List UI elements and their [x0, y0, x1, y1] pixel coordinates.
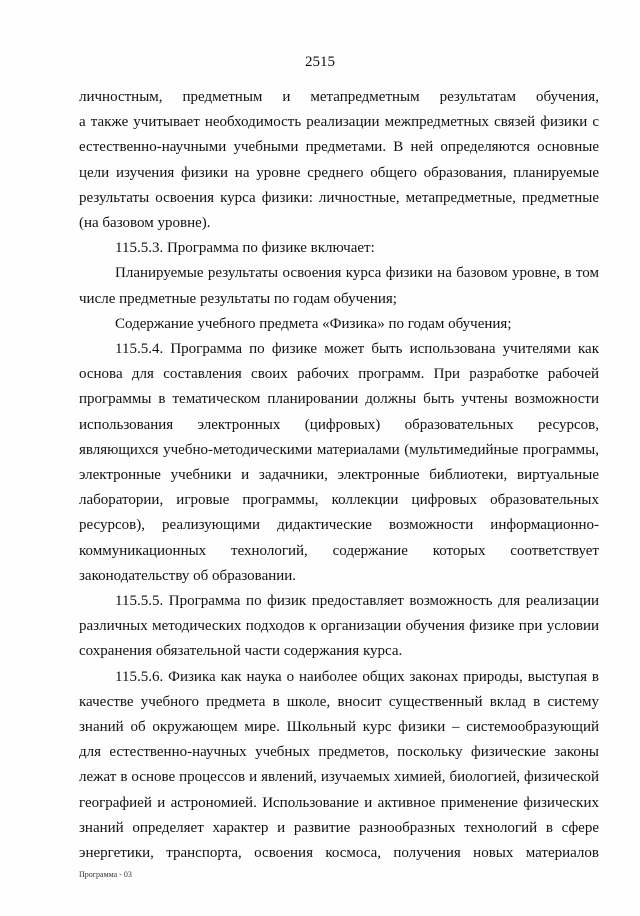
page-number: 2515 [305, 54, 335, 70]
document-body [79, 85, 599, 866]
footer-note: Программа - 03 [79, 870, 132, 879]
paragraph-115-5-5: 115.5.5. Программа по физик предоставляет возможность для реализации различных методических подходов к организации обучения физике при условии сохранения обязательной части содержания курса. [79, 593, 599, 660]
first-line-word: и [282, 89, 291, 105]
first-line-word: личностным, [79, 89, 163, 105]
paragraph-planned-results: Планируемые результаты освоения курса физики на базовом уровне, в том числе предметные результаты по годам обучения; [79, 265, 599, 307]
paragraph-115-5-3: 115.5.3. Программа по физике включает: [115, 240, 375, 257]
first-line-word: метапредметным [310, 89, 420, 105]
first-line [79, 85, 599, 110]
paragraph-subject-content: Содержание учебного предмета «Физика» по годам обучения; [115, 315, 512, 332]
paragraph-115-5-4: 115.5.4. Программа по физике может быть использована учителями как основа для составления своих рабочих программ. При разработке рабочей программы в тематическом планировании должны быть учтены возможности использования электронных (цифровых) образовательных ресурсов, являющихся учебно-методическими материалами (мультимедийные программы, электронные учебники и задачники, электронные библиотеки, виртуальные лаборатории, игровые программы, коллекции цифровых образовательных ресурсов), реализующими дидактические возможности информационно-коммуникационных технологий, содержание которых соответствует законодательству об образовании. [79, 341, 599, 584]
first-line-word: обучения, [535, 89, 599, 105]
first-line-word: результатам [439, 89, 517, 105]
paragraph-continuation: а также учитывает необходимость реализации межпредметных связей физики с естественно-научными учебными предметами. В ней определяются основные цели изучения физики на уровне среднего общего образования, планируемые результаты освоения курса физики: личностные, метапредметные, предметные (на базовом уровне). [79, 114, 599, 232]
first-line-word: предметным [182, 89, 263, 105]
paragraph-115-5-6: 115.5.6. Физика как наука о наиболее общих законах природы, выступая в качестве учебного предмета в школе, вносит существенный вклад в систему знаний об окружающем мире. Школьный курс физики – системообразующий для естественно-научных учебных предметов, поскольку физические законы лежат в основе процессов и явлений, изучаемых химией, биологией, физической географией и астрономией. Использование и активное применение физических знаний определяет характер и развитие разнообразных технологий в сфере энергетики, транспорта, освоения космоса, получения новых материалов [79, 668, 599, 862]
